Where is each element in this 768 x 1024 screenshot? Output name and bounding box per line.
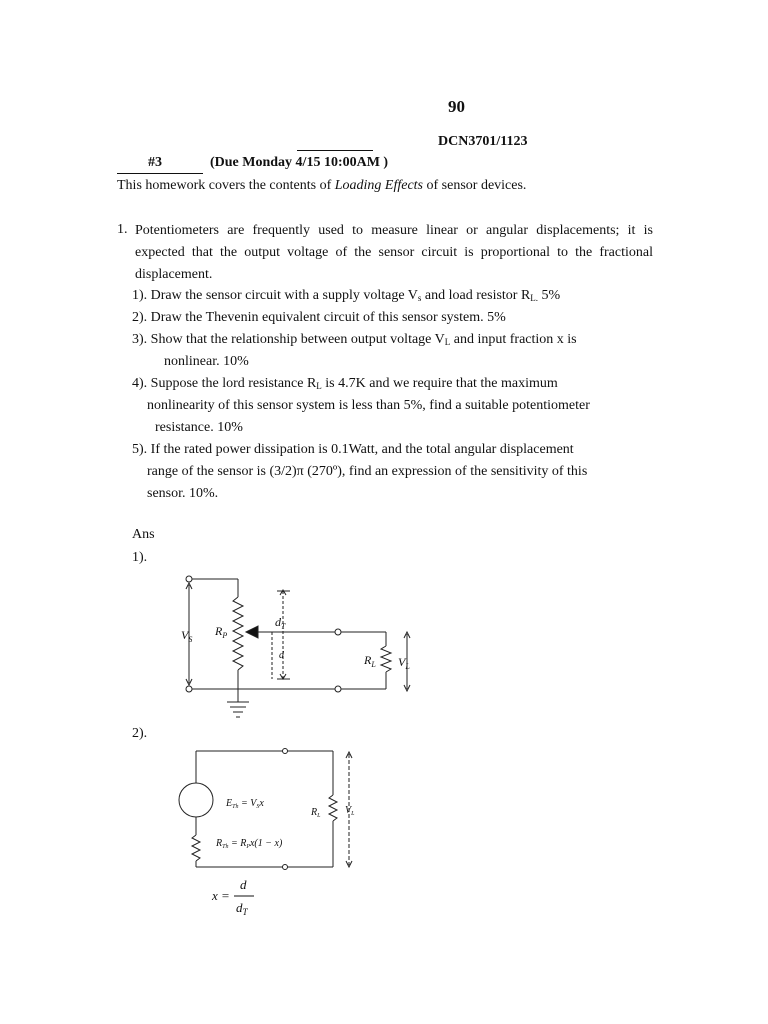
due-date: (Due Monday 4/15 10:00AM ) [210, 155, 389, 170]
vs-top-terminal [186, 576, 192, 582]
rl-label-2: $R_L$ [311, 807, 321, 819]
vl-label-1: $V_L$ [398, 655, 410, 671]
vs-label: $V_S$ [181, 628, 193, 644]
d-label: d [279, 650, 284, 661]
part-4-continued-1: nonlinearity of this sensor system is less than 5%, find a suitable potentiometer [147, 398, 590, 413]
part-1-sub-l: L. [530, 293, 539, 303]
part-3-tail: and input fraction x is [450, 332, 577, 347]
answer-2-label: 2). [132, 726, 148, 741]
part-5-continued-1: range of the sensor is (3/2)π (270º), find an expression of the sensitivity of this [147, 464, 588, 479]
answer-heading: Ans [132, 527, 155, 542]
thevenin-source [179, 783, 213, 817]
part-4-continued-2: resistance. 10% [155, 420, 243, 435]
page-number: 90 [448, 97, 465, 116]
thevenin-bottom-terminal [283, 865, 288, 870]
output-bottom-terminal [335, 686, 341, 692]
part-4-sub: L [316, 381, 322, 391]
rp-label: $R_P$ [215, 624, 228, 640]
rl-label-1: $R_L$ [364, 653, 376, 669]
wiper-arrow [246, 626, 258, 638]
vl-label-2: $V_L$ [345, 805, 355, 817]
formula-lhs: x = [212, 888, 230, 903]
part-3-continued: nonlinear. 10% [164, 354, 249, 369]
formula-numerator: d [240, 877, 247, 892]
fraction-formula [211, 877, 254, 917]
answer-1-label: 1). [132, 550, 148, 565]
part-4-label: 4). Suppose the lord resistance R [132, 376, 317, 391]
thevenin-top-terminal [283, 749, 288, 754]
rth-equation: $R_{Th} = R_Px(1 - x)$ [216, 838, 283, 850]
part-1-tail: 5% [538, 288, 561, 303]
dt-label: $d_T$ [275, 615, 286, 631]
formula-denominator: $d_T$ [236, 900, 248, 917]
part-4-tail: is 4.7K and we require that the maximum [321, 376, 558, 391]
question-text: Potentiometers are frequently used to measure linear or angular displacements; it is expected that the output voltage of the sensor circuit is proportional to the fractional displacement. [135, 223, 653, 282]
load-resistor [381, 646, 391, 672]
ground-symbol [227, 702, 249, 717]
output-top-terminal [335, 629, 341, 635]
intro-emphasis: Loading Effects [334, 178, 424, 193]
part-5: 5). If the rated power dissipation is 0.1Watt, and the total angular displacement [132, 442, 574, 457]
homework-number: #3 [148, 155, 162, 170]
part-1-mid: and load resistor R [421, 288, 531, 303]
part-5-continued-2: sensor. 10%. [147, 486, 219, 501]
vs-bottom-terminal [186, 686, 192, 692]
intro-after: of sensor devices. [423, 178, 527, 193]
thevenin-resistor [192, 835, 200, 861]
question-number: 1. [117, 222, 128, 237]
part-1-sub-s: s [417, 293, 422, 303]
part-3-sub: L [444, 337, 451, 347]
part-1-label: 1). Draw the sensor circuit with a supply voltage V [132, 288, 418, 303]
eth-equation: $E_{Th} = V_Sx$ [226, 798, 264, 810]
part-2-label: 2). Draw the Thevenin equivalent circuit of this sensor system. 5% [132, 310, 506, 325]
potentiometer-resistor [233, 597, 243, 670]
part-3-label: 3). Show that the relationship between output voltage V [132, 332, 445, 347]
thevenin-load-resistor [329, 795, 337, 821]
intro-before: This homework covers the contents of [117, 178, 335, 193]
course-code: DCN3701/1123 [438, 134, 528, 149]
